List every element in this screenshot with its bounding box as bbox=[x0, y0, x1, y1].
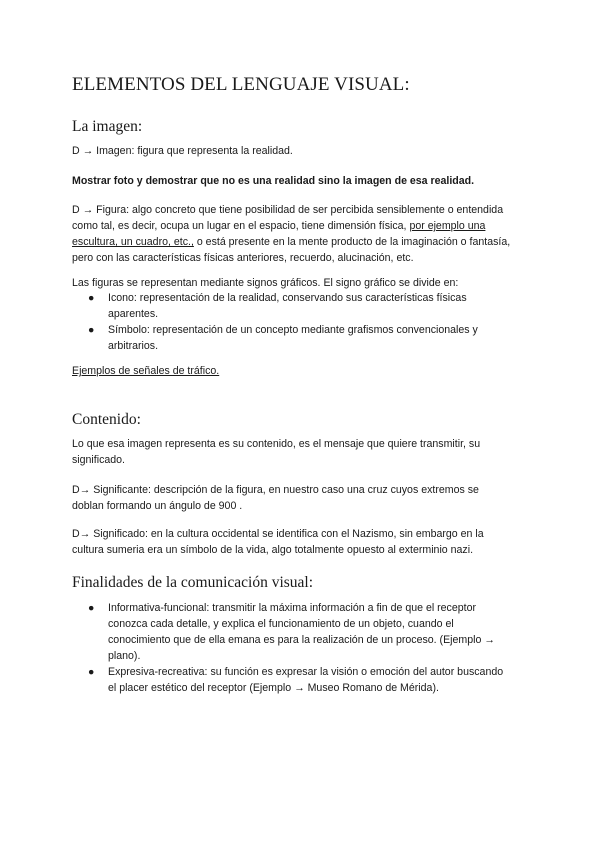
figura-definition bbox=[72, 202, 512, 266]
imagen-bold-note: Mostrar foto y demostrar que no es una realidad sino la imagen de esa realidad. bbox=[72, 175, 475, 187]
bullet-icon: ● bbox=[88, 602, 95, 614]
figura-text-part2: o está presente en la mente producto de la imaginación o fantasía, pero con las características físicas anteriores, recuerdo, alucinación, etc. bbox=[72, 236, 511, 264]
signos-intro: Las figuras se representan mediante signos gráficos. El signo gráfico se divide en: bbox=[72, 277, 459, 289]
list-item bbox=[72, 600, 512, 664]
bullet-icon: ● bbox=[88, 324, 95, 336]
section-heading-contenido: Contenido: bbox=[72, 411, 141, 428]
imagen-definition: D → Imagen: figura que representa la realidad. bbox=[72, 145, 293, 157]
ejemplos-senales-link[interactable]: Ejemplos de señales de tráfico. bbox=[72, 365, 220, 377]
signo-simbolo-text: Símbolo: representación de un concepto mediante grafismos convencionales y arbitrarios. bbox=[108, 324, 478, 352]
document-title: ELEMENTOS DEL LENGUAJE VISUAL: bbox=[72, 74, 410, 95]
bullet-icon: ● bbox=[88, 292, 95, 304]
list-item bbox=[72, 664, 512, 696]
figura-text-part1: D → Figura: algo concreto que tiene posibilidad de ser percibida sensiblemente o entendida como tal, es decir, ocupa un lugar en el espacio, tiene dimensión física, bbox=[72, 204, 504, 232]
list-item bbox=[72, 290, 512, 322]
finalidad-expresiva-text: Expresiva-recreativa: su función es expresar la visión o emoción del autor buscando el placer estético del receptor (Ejemplo → Museo Romano de Mérida). bbox=[108, 666, 504, 694]
significante-definition: D→ Significante: descripción de la figura, en nuestro caso una cruz cuyos extremos se doblan formando un ángulo de 900 . bbox=[72, 484, 479, 512]
section-heading-finalidades: Finalidades de la comunicación visual: bbox=[72, 574, 314, 591]
signo-icono-text: Icono: representación de la realidad, conservando sus características físicas aparentes. bbox=[108, 292, 467, 320]
list-item bbox=[72, 322, 512, 354]
section-heading-imagen: La imagen: bbox=[72, 118, 143, 135]
finalidades-list bbox=[72, 600, 512, 696]
significado-definition: D→ Significado: en la cultura occidental se identifica con el Nazismo, sin embargo en la cultura sumeria era un símbolo de la vida, algo totalmente opuesto al exterminio nazi. bbox=[72, 528, 484, 556]
bullet-icon: ● bbox=[88, 666, 95, 678]
signos-list bbox=[72, 290, 512, 354]
contenido-intro: Lo que esa imagen representa es su contenido, es el mensaje que quiere transmitir, su significado. bbox=[72, 438, 481, 466]
figura-example-underlined: por ejemplo una escultura, un cuadro, etc., bbox=[72, 220, 486, 248]
finalidad-informativa-text: Informativa-funcional: transmitir la máxima información a fin de que el receptor conozca cada detalle, y explica el funcionamiento de un objeto, cuando el conocimiento que de ella emana es para la realización de un proceso. (Ejemplo → plano). bbox=[108, 602, 495, 662]
